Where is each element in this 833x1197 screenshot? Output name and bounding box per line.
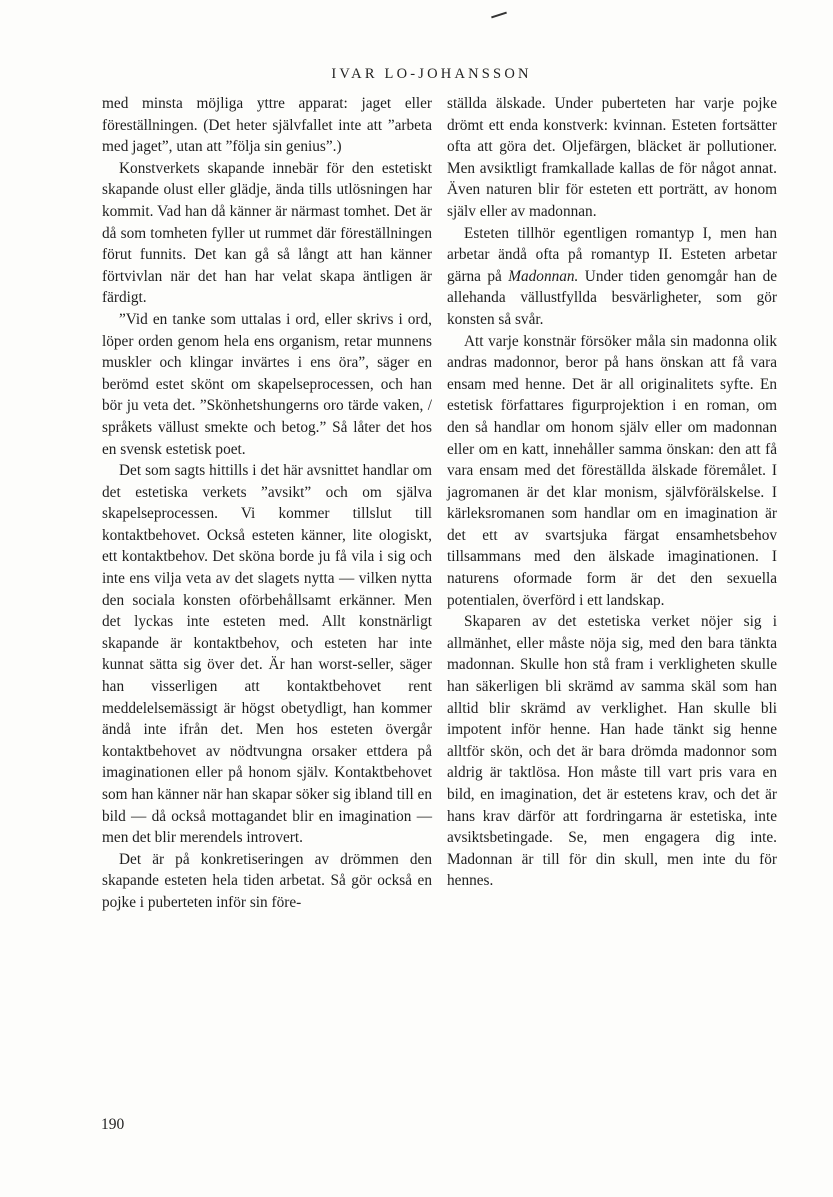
paragraph: Det är på konkretiseringen av drömmen den skapande esteten hela tiden arbetat. Så gör också en pojke i puberteten inför sin före- — [102, 850, 432, 911]
paragraph: ställda älskade. Under puberteten har varje pojke drömt ett enda konstverk: kvinnan. Esteten fortsätter ofta att göra det. Oljefärgen, bläcket är pollutioner. Men avsiktligt framkallade kallas de för något annat. Även naturen blir för esteten ett porträtt, av honom själv eller av madonnan. — [447, 95, 777, 220]
paragraph: Att varje konstnär försöker måla sin madonna olik andras madonnor, beror på hans önskan att få vara ensam med henne. Det är all originalitets syfte. En estetisk författares figurprojektion i en roman, om den så handlar om honom själv eller om madonnan eller om en katt, innehåller samma önskan: den att få vara ensam med det föreställda älskade föremålet. I jagromanen är det klar monism, självförälskelse. I kärleksromanen som handlar om en imagination är det ett av svartsjuka färgat ensamhetsbehov tillsammans med den älskade imaginationen. I naturens oformade form är det den sexuella potentialen, överförd i ett landskap. — [447, 332, 777, 609]
paragraph: Det som sagts hittills i det här avsnittet handlar om det estetiska verkets ”avsikt” och om själva skapelseprocessen. Vi kommer tillslut till kontaktbehovet. Också esteten känner, lite ologiskt, ett kontaktbehov. Det sköna borde ju få vila i sig och inte ens vilja veta av det slagets nytta — vilken nytta den sociala konsten oförbehållsamt erkänner. Men det lyckas inte esteten med. Allt konstnärligt skapande är kontaktbehov, och esteten har inte kunnat sätta sig över det. Är han worst-seller, säger han visserligen att kontaktbehovet rent meddelelsemässigt är högst obetydligt, han kommer ändå inte ifrån det. Men hos esteten övergår kontaktbehovet av nödtvungna orsaker ettdera på imaginationen eller på honom själv. Kontaktbehovet som han känner när han skapar söker sig ibland till en bild — då också mottagandet blir en imagination — men det blir merendels introvert. — [102, 462, 432, 847]
ink-mark — [491, 12, 507, 19]
left-column — [102, 93, 432, 914]
paragraph: med minsta möjliga yttre apparat: jaget eller föreställningen. (Det heter självfallet inte att ”arbeta med jaget”, utan att ”följa sin genius”.) — [102, 95, 432, 156]
page-number: 190 — [101, 1116, 125, 1133]
work-title: Madonnan. — [508, 267, 579, 285]
paragraph-text: Under tiden genomgår han de allehanda vällustfyllda besvärligheter, som gör konsten så svår. — [447, 267, 778, 328]
paragraph: ”Vid en tanke som uttalas i ord, eller skrivs i ord, löper orden genom hela ens organism, retar munnens muskler och klingar invärtes i ens öra”, säger en berömd estet skönt om skapelseprocessen, och han bör ju veta det. ”Skönhetshungerns oro tärde vaken, / språkets vällust smekte och betog.” Så låter det hos en svensk estetisk poet. — [102, 310, 432, 458]
paragraph-text: Esteten tillhör egentligen romantyp I, men han arbetar ändå ofta på romantyp II. Esteten arbetar gärna på — [447, 224, 777, 285]
paragraph — [447, 223, 777, 331]
paragraph: Skaparen av det estetiska verket nöjer sig i allmänhet, eller måste nöja sig, med den bara tänkta madonnan. Skulle hon stå fram i verkligheten skulle han säkerligen bli skrämd av samma skäl som han alltid blir skrämd av verklighet. Han skulle bli impotent inför henne. Han hade tänkt sig henne alltför skön, och det är bara drömda madonnor som aldrig är taktlösa. Hon måste till vart pris vara en bild, en imagination, det är estetens krav, och det är hans krav därför att fordringarna är estetiska, inte avsiktsbetingade. Se, men engagera dig inte. Madonnan är till för din skull, men inte du för hennes. — [447, 613, 777, 890]
running-head: IVAR LO-JOHANSSON — [331, 66, 532, 82]
paragraph: Konstverkets skapande innebär för den estetiskt skapande olust eller glädje, ända tills utlösningen har kommit. Vad han då känner är närmast tomhet. Det är då som tomheten fyller ut rummet där föreställningen förut funnits. Det kan gå så långt att han känner förtvivlan när det han har velat skapa äntligen är färdigt. — [102, 159, 432, 307]
right-column — [447, 93, 777, 892]
